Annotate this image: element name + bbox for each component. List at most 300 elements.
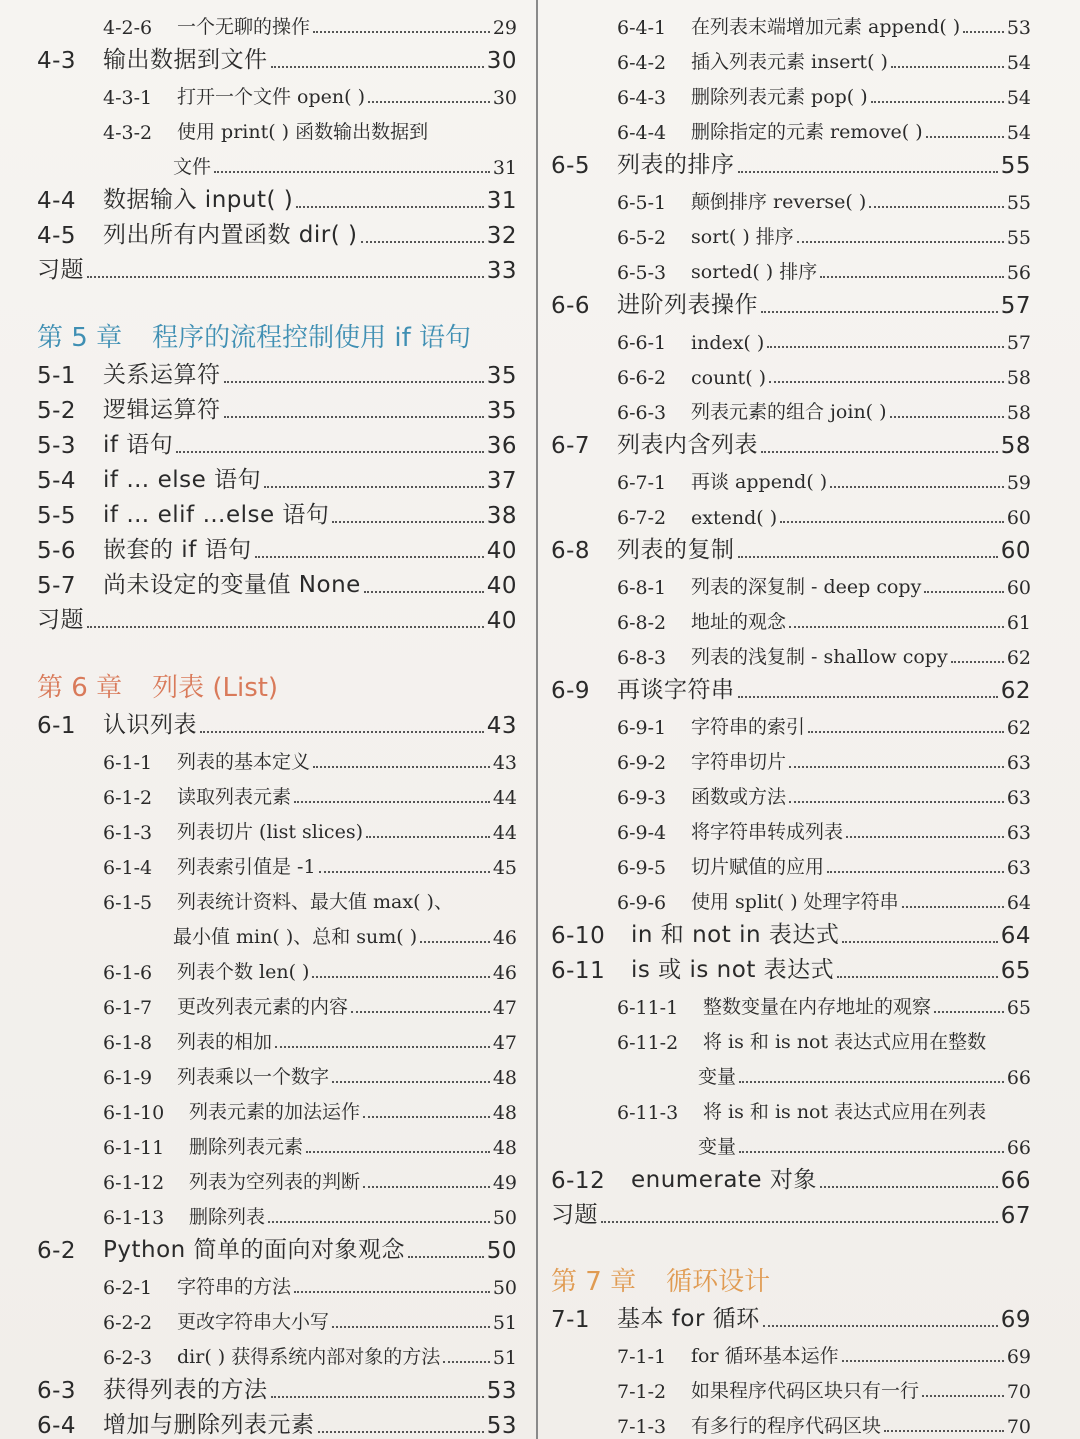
toc-entry-title: 文件 bbox=[173, 156, 212, 178]
toc-entry-page-number: 69 bbox=[1006, 1346, 1031, 1368]
toc-entry-number: 5-5 bbox=[37, 503, 77, 529]
toc-entry-page-number: 38 bbox=[486, 503, 517, 529]
toc-entry-title: 删除列表元素 bbox=[189, 1136, 304, 1158]
toc-entry-title: 增加与删除列表元素 bbox=[103, 1412, 315, 1438]
toc-entry[interactable] bbox=[37, 39, 517, 74]
toc-entry[interactable] bbox=[37, 1124, 517, 1159]
toc-entry[interactable] bbox=[37, 389, 517, 424]
toc-entry-number: 5-6 bbox=[37, 538, 77, 564]
chapter-title: 列表 (List) bbox=[152, 673, 279, 703]
toc-entry[interactable] bbox=[37, 564, 517, 599]
toc-entry-number: 5-3 bbox=[37, 433, 77, 459]
toc-entry[interactable] bbox=[37, 424, 517, 459]
toc-entry[interactable] bbox=[551, 179, 1031, 214]
dot-leader bbox=[224, 415, 484, 418]
toc-entry[interactable] bbox=[551, 319, 1031, 354]
toc-entry-title: 将字符串转成列表 bbox=[691, 821, 844, 843]
dot-leader bbox=[366, 835, 490, 838]
dot-leader bbox=[271, 65, 484, 68]
dot-leader bbox=[200, 730, 484, 733]
toc-entry-number: 6-6-2 bbox=[617, 367, 667, 389]
column-divider bbox=[536, 0, 538, 1439]
dot-leader bbox=[294, 1290, 490, 1293]
toc-entry[interactable] bbox=[551, 109, 1031, 144]
toc-entry-page-number: 58 bbox=[1006, 367, 1031, 389]
toc-entry-number: 4-3-1 bbox=[103, 87, 153, 109]
toc-entry-title: 最小值 min( )、总和 sum( ) bbox=[173, 926, 418, 948]
toc-entry-page-number: 63 bbox=[1006, 857, 1031, 879]
toc-entry-number: 6-4-1 bbox=[617, 17, 667, 39]
toc-entry-title: 更改列表元素的内容 bbox=[177, 996, 349, 1018]
toc-entry-page-number: 62 bbox=[1006, 647, 1031, 669]
toc-entry-title: 变量 bbox=[698, 1136, 737, 1158]
toc-entry[interactable] bbox=[37, 144, 517, 179]
toc-entry[interactable] bbox=[551, 424, 1031, 459]
dot-leader bbox=[761, 310, 998, 313]
toc-entry-page-number: 40 bbox=[486, 573, 517, 599]
toc-entry-title: 有多行的程序代码区块 bbox=[691, 1415, 882, 1437]
toc-entry-page-number: 70 bbox=[1006, 1381, 1031, 1403]
toc-entry[interactable] bbox=[37, 949, 517, 984]
toc-entry-page-number: 53 bbox=[1006, 17, 1031, 39]
toc-entry-title: 在列表末端增加元素 append( ) bbox=[691, 16, 961, 38]
toc-entry-number: 6-8-1 bbox=[617, 577, 667, 599]
toc-entry-number: 6-1-3 bbox=[103, 822, 153, 844]
toc-entry[interactable] bbox=[37, 4, 517, 39]
toc-entry[interactable] bbox=[551, 1124, 1031, 1159]
toc-entry-page-number: 50 bbox=[492, 1207, 517, 1229]
toc-entry-page-number: 47 bbox=[492, 997, 517, 1019]
toc-entry-page-number: 44 bbox=[492, 822, 517, 844]
toc-entry-number: 6-11 bbox=[551, 958, 606, 984]
toc-entry[interactable] bbox=[551, 844, 1031, 879]
toc-entry-page-number: 50 bbox=[492, 1277, 517, 1299]
toc-entry-page-number: 54 bbox=[1006, 52, 1031, 74]
dot-leader bbox=[87, 275, 484, 278]
toc-entry[interactable] bbox=[551, 1054, 1031, 1089]
toc-entry-title: enumerate 对象 bbox=[631, 1167, 817, 1193]
dot-leader bbox=[789, 625, 1004, 628]
toc-entry-number: 6-4-2 bbox=[617, 52, 667, 74]
dot-leader bbox=[268, 1220, 490, 1223]
dot-leader bbox=[827, 870, 1004, 873]
toc-entry-page-number: 55 bbox=[1000, 153, 1031, 179]
toc-entry[interactable] bbox=[37, 179, 517, 214]
toc-entry-page-number: 60 bbox=[1000, 538, 1031, 564]
toc-entry-title: 列表统计资料、最大值 max( )、 bbox=[177, 891, 453, 913]
toc-entry-title: 列表内含列表 bbox=[617, 432, 758, 458]
toc-entry-title: 列表的复制 bbox=[617, 537, 735, 563]
toc-entry-number: 5-7 bbox=[37, 573, 77, 599]
dot-leader bbox=[255, 555, 484, 558]
toc-entry[interactable] bbox=[37, 879, 517, 914]
dot-leader bbox=[443, 1360, 490, 1363]
toc-entry-page-number: 53 bbox=[486, 1413, 517, 1439]
toc-entry-page-number: 33 bbox=[486, 258, 517, 284]
toc-entry[interactable] bbox=[551, 354, 1031, 389]
dot-leader bbox=[951, 660, 1004, 663]
toc-entry-page-number: 57 bbox=[1000, 293, 1031, 319]
toc-entry[interactable] bbox=[37, 74, 517, 109]
dot-leader bbox=[837, 975, 998, 978]
toc-entry-page-number: 29 bbox=[492, 17, 517, 39]
toc-entry-number: 6-1-5 bbox=[103, 892, 153, 914]
toc-entry-page-number: 66 bbox=[1006, 1137, 1031, 1159]
toc-entry-number: 6-5-1 bbox=[617, 192, 667, 214]
toc-entry-page-number: 31 bbox=[486, 188, 517, 214]
dot-leader bbox=[763, 1324, 998, 1327]
dot-leader bbox=[780, 520, 1004, 523]
toc-entry-number: 6-7-1 bbox=[617, 472, 667, 494]
toc-entry[interactable] bbox=[37, 1194, 517, 1229]
toc-entry-title: 习题 bbox=[37, 607, 84, 633]
toc-entry-title: 读取列表元素 bbox=[177, 786, 292, 808]
toc-entry-page-number: 64 bbox=[1006, 892, 1031, 914]
toc-entry-number: 6-7-2 bbox=[617, 507, 667, 529]
toc-entry[interactable] bbox=[37, 1159, 517, 1194]
dot-leader bbox=[871, 100, 1004, 103]
toc-entry-title: if 语句 bbox=[103, 432, 174, 458]
chapter-title: 程序的流程控制使用 if 语句 bbox=[152, 323, 471, 353]
toc-entry[interactable] bbox=[551, 74, 1031, 109]
dot-leader bbox=[738, 695, 998, 698]
toc-entry-number: 6-5-3 bbox=[617, 262, 667, 284]
toc-entry[interactable] bbox=[551, 1368, 1031, 1403]
toc-entry-page-number: 66 bbox=[1006, 1067, 1031, 1089]
toc-entry-title: 删除指定的元素 remove( ) bbox=[691, 121, 923, 143]
toc-entry[interactable] bbox=[37, 774, 517, 809]
toc-entry-title: 变量 bbox=[698, 1066, 737, 1088]
dot-leader bbox=[296, 205, 483, 208]
toc-entry-title: 习题 bbox=[37, 257, 84, 283]
dot-leader bbox=[926, 135, 1004, 138]
toc-entry-page-number: 56 bbox=[1006, 262, 1031, 284]
toc-entry-title: 再谈 append( ) bbox=[691, 471, 828, 493]
toc-entry[interactable] bbox=[37, 739, 517, 774]
dot-leader bbox=[869, 205, 1004, 208]
toc-entry-number: 6-1-1 bbox=[103, 752, 153, 774]
dot-leader bbox=[738, 170, 998, 173]
toc-entry-number: 6-9 bbox=[551, 678, 591, 704]
dot-leader bbox=[351, 1010, 490, 1013]
toc-entry[interactable] bbox=[37, 1229, 517, 1264]
dot-leader bbox=[884, 1429, 1004, 1432]
dot-leader bbox=[408, 1255, 484, 1258]
toc-entry-number: 6-1-9 bbox=[103, 1067, 153, 1089]
toc-entry[interactable] bbox=[551, 1298, 1031, 1333]
toc-entry-page-number: 54 bbox=[1006, 87, 1031, 109]
toc-entry-page-number: 31 bbox=[492, 157, 517, 179]
toc-entry-number: 6-5 bbox=[551, 153, 591, 179]
dot-leader bbox=[739, 1150, 1004, 1153]
toc-entry[interactable] bbox=[551, 914, 1031, 949]
toc-entry[interactable] bbox=[551, 529, 1031, 564]
toc-entry-number: 7-1-1 bbox=[617, 1346, 667, 1368]
toc-entry[interactable] bbox=[551, 739, 1031, 774]
toc-entry-page-number: 35 bbox=[486, 398, 517, 424]
toc-entry-title: sorted( ) 排序 bbox=[691, 261, 818, 283]
toc-entry-title: 如果程序代码区块只有一行 bbox=[691, 1380, 920, 1402]
dot-leader bbox=[420, 940, 490, 943]
dot-leader bbox=[176, 450, 483, 453]
toc-entry-page-number: 47 bbox=[492, 1032, 517, 1054]
dot-leader bbox=[842, 1359, 1004, 1362]
toc-entry[interactable] bbox=[551, 599, 1031, 634]
toc-entry[interactable] bbox=[551, 809, 1031, 844]
dot-leader bbox=[332, 520, 483, 523]
chapter-heading[interactable] bbox=[551, 1258, 1031, 1298]
toc-entry[interactable] bbox=[551, 389, 1031, 424]
toc-entry[interactable] bbox=[551, 949, 1031, 984]
toc-entry[interactable] bbox=[37, 109, 517, 144]
toc-entry-page-number: 63 bbox=[1006, 787, 1031, 809]
toc-entry-title: 插入列表元素 insert( ) bbox=[691, 51, 888, 73]
toc-entry-number: 6-1 bbox=[37, 713, 77, 739]
toc-entry-page-number: 36 bbox=[486, 433, 517, 459]
toc-entry[interactable] bbox=[37, 844, 517, 879]
dot-leader bbox=[294, 800, 490, 803]
toc-entry-title: 列表乘以一个数字 bbox=[177, 1066, 330, 1088]
toc-entry-number: 6-4-3 bbox=[617, 87, 667, 109]
chapter-number: 第 5 章 bbox=[37, 323, 123, 353]
dot-leader bbox=[332, 1080, 490, 1083]
toc-entry-number: 6-9-2 bbox=[617, 752, 667, 774]
toc-entry[interactable] bbox=[37, 1089, 517, 1124]
toc-entry[interactable] bbox=[551, 144, 1031, 179]
toc-entry-title: 列表的相加 bbox=[177, 1031, 273, 1053]
toc-entry-page-number: 48 bbox=[492, 1137, 517, 1159]
toc-entry-title: 再谈字符串 bbox=[617, 677, 735, 703]
toc-entry-title: 关系运算符 bbox=[103, 362, 221, 388]
chapter-number: 第 6 章 bbox=[37, 673, 123, 703]
toc-entry-title: 函数或方法 bbox=[691, 786, 787, 808]
dot-leader bbox=[820, 275, 1004, 278]
toc-entry[interactable] bbox=[37, 1369, 517, 1404]
toc-entry-number: 5-1 bbox=[37, 363, 77, 389]
toc-entry-page-number: 53 bbox=[486, 1378, 517, 1404]
toc-entry-title: if … else 语句 bbox=[103, 467, 262, 493]
dot-leader bbox=[891, 65, 1004, 68]
toc-entry-title: 尚未设定的变量值 None bbox=[103, 572, 361, 598]
toc-entry-page-number: 45 bbox=[492, 857, 517, 879]
toc-entry-title: 进阶列表操作 bbox=[617, 292, 758, 318]
toc-entry[interactable] bbox=[551, 1089, 1031, 1124]
toc-entry[interactable] bbox=[551, 459, 1031, 494]
toc-entry-title: 将 is 和 is not 表达式应用在列表 bbox=[703, 1101, 987, 1123]
toc-entry-number: 6-2-2 bbox=[103, 1312, 153, 1334]
toc-entry-number: 6-1-12 bbox=[103, 1172, 165, 1194]
toc-entry-title: 列表元素的加法运作 bbox=[189, 1101, 361, 1123]
toc-entry[interactable] bbox=[551, 249, 1031, 284]
toc-entry-page-number: 43 bbox=[486, 713, 517, 739]
toc-entry[interactable] bbox=[551, 634, 1031, 669]
toc-entry-number: 7-1-2 bbox=[617, 1381, 667, 1403]
chapter-heading[interactable] bbox=[37, 664, 517, 704]
toc-entry-page-number: 67 bbox=[1000, 1203, 1031, 1229]
toc-entry-number: 6-8 bbox=[551, 538, 591, 564]
toc-entry-page-number: 30 bbox=[486, 48, 517, 74]
toc-entry[interactable] bbox=[37, 809, 517, 844]
toc-entry-number: 5-4 bbox=[37, 468, 77, 494]
toc-entry-title: 列表的排序 bbox=[617, 152, 735, 178]
toc-entry[interactable] bbox=[551, 669, 1031, 704]
toc-entry[interactable] bbox=[37, 1264, 517, 1299]
toc-entry-page-number: 50 bbox=[486, 1238, 517, 1264]
toc-entry[interactable] bbox=[37, 459, 517, 494]
toc-entry-number: 6-1-7 bbox=[103, 997, 153, 1019]
dot-leader bbox=[789, 800, 1004, 803]
toc-exercises-entry[interactable] bbox=[37, 599, 517, 634]
toc-entry-title: 打开一个文件 open( ) bbox=[177, 86, 365, 108]
toc-entry-number: 6-12 bbox=[551, 1168, 606, 1194]
toc-entry-title: 字符串的索引 bbox=[691, 716, 806, 738]
toc-entry-page-number: 63 bbox=[1006, 822, 1031, 844]
toc-entry-title: is 或 is not 表达式 bbox=[631, 957, 835, 983]
dot-leader bbox=[922, 1394, 1004, 1397]
toc-entry-page-number: 48 bbox=[492, 1102, 517, 1124]
toc-entry-number: 6-10 bbox=[551, 923, 606, 949]
toc-entry[interactable] bbox=[551, 284, 1031, 319]
toc-entry-page-number: 43 bbox=[492, 752, 517, 774]
dot-leader bbox=[808, 730, 1004, 733]
toc-entry-number: 4-2-6 bbox=[103, 17, 153, 39]
toc-entry-title: 颠倒排序 reverse( ) bbox=[691, 191, 867, 213]
dot-leader bbox=[313, 765, 490, 768]
toc-entry[interactable] bbox=[37, 704, 517, 739]
toc-entry[interactable] bbox=[37, 914, 517, 949]
toc-entry-title: in 和 not in 表达式 bbox=[631, 922, 840, 948]
dot-leader bbox=[963, 30, 1004, 33]
toc-entry-number: 6-3 bbox=[37, 1378, 77, 1404]
toc-entry[interactable] bbox=[37, 1054, 517, 1089]
toc-entry-page-number: 54 bbox=[1006, 122, 1031, 144]
toc-entry[interactable] bbox=[551, 774, 1031, 809]
toc-entry-page-number: 60 bbox=[1006, 507, 1031, 529]
toc-entry-number: 6-2-1 bbox=[103, 1277, 153, 1299]
toc-entry-page-number: 58 bbox=[1000, 433, 1031, 459]
toc-entry-title: 整数变量在内存地址的观察 bbox=[703, 996, 932, 1018]
toc-entry-number: 6-9-6 bbox=[617, 892, 667, 914]
chapter-heading[interactable] bbox=[37, 314, 517, 354]
toc-entry-number: 6-4 bbox=[37, 1413, 77, 1439]
toc-entry-title: 列表个数 len( ) bbox=[177, 961, 310, 983]
toc-entry-number: 6-11-3 bbox=[617, 1102, 679, 1124]
toc-entry-page-number: 66 bbox=[1000, 1168, 1031, 1194]
dot-leader bbox=[312, 975, 489, 978]
toc-entry[interactable] bbox=[37, 354, 517, 389]
toc-entry-page-number: 49 bbox=[492, 1172, 517, 1194]
toc-entry[interactable] bbox=[551, 1403, 1031, 1438]
dot-leader bbox=[902, 905, 1004, 908]
toc-entry[interactable] bbox=[551, 564, 1031, 599]
toc-exercises-entry[interactable] bbox=[37, 249, 517, 284]
toc-entry[interactable] bbox=[551, 879, 1031, 914]
toc-entry-title: 删除列表元素 pop( ) bbox=[691, 86, 868, 108]
dot-leader bbox=[739, 1080, 1004, 1083]
toc-entry[interactable] bbox=[37, 984, 517, 1019]
dot-leader bbox=[271, 1395, 484, 1398]
toc-entry-title: if … elif …else 语句 bbox=[103, 502, 330, 528]
toc-entry-number: 7-1-3 bbox=[617, 1416, 667, 1438]
dot-leader bbox=[87, 625, 484, 628]
toc-entry-page-number: 40 bbox=[486, 538, 517, 564]
dot-leader bbox=[924, 590, 1003, 593]
toc-exercises-entry[interactable] bbox=[551, 1194, 1031, 1229]
toc-entry[interactable] bbox=[37, 494, 517, 529]
toc-entry[interactable] bbox=[551, 1159, 1031, 1194]
toc-entry-title: for 循环基本运作 bbox=[691, 1345, 839, 1367]
toc-entry-number: 7-1 bbox=[551, 1307, 591, 1333]
dot-leader bbox=[361, 240, 484, 243]
toc-entry[interactable] bbox=[551, 1333, 1031, 1368]
toc-entry[interactable] bbox=[551, 39, 1031, 74]
toc-entry-number: 6-1-4 bbox=[103, 857, 153, 879]
toc-entry-page-number: 51 bbox=[492, 1347, 517, 1369]
toc-entry-title: 逻辑运算符 bbox=[103, 397, 221, 423]
dot-leader bbox=[318, 1430, 484, 1433]
chapter-title: 循环设计 bbox=[666, 1267, 771, 1297]
toc-entry-page-number: 40 bbox=[486, 608, 517, 634]
toc-entry-number: 6-8-3 bbox=[617, 647, 667, 669]
dot-leader bbox=[830, 485, 1004, 488]
toc-entry-title: 列表的基本定义 bbox=[177, 751, 311, 773]
toc-entry-number: 6-5-2 bbox=[617, 227, 667, 249]
dot-leader bbox=[601, 1220, 998, 1223]
dot-leader bbox=[275, 1045, 490, 1048]
toc-entry-number: 6-9-1 bbox=[617, 717, 667, 739]
toc-entry-title: 字符串切片 bbox=[691, 751, 787, 773]
toc-entry-page-number: 30 bbox=[492, 87, 517, 109]
toc-entry[interactable] bbox=[551, 494, 1031, 529]
toc-entry[interactable] bbox=[37, 1334, 517, 1369]
toc-entry[interactable] bbox=[37, 1019, 517, 1054]
toc-entry[interactable] bbox=[37, 1404, 517, 1439]
dot-leader bbox=[934, 1010, 1004, 1013]
toc-entry[interactable] bbox=[37, 214, 517, 249]
toc-entry-title: 切片赋值的应用 bbox=[691, 856, 825, 878]
toc-entry[interactable] bbox=[551, 4, 1031, 39]
toc-entry[interactable] bbox=[551, 214, 1031, 249]
toc-entry[interactable] bbox=[551, 984, 1031, 1019]
toc-entry-title: 嵌套的 if 语句 bbox=[103, 537, 252, 563]
toc-entry-title: sort( ) 排序 bbox=[691, 226, 794, 248]
dot-leader bbox=[797, 240, 1004, 243]
dot-leader bbox=[313, 30, 490, 33]
chapter-number: 第 7 章 bbox=[551, 1267, 637, 1297]
toc-entry-page-number: 58 bbox=[1006, 402, 1031, 424]
toc-entry-title: 列表元素的组合 join( ) bbox=[691, 401, 887, 423]
dot-leader bbox=[224, 380, 484, 383]
toc-entry[interactable] bbox=[37, 1299, 517, 1334]
toc-entry-number: 6-9-5 bbox=[617, 857, 667, 879]
toc-entry-number: 6-1-8 bbox=[103, 1032, 153, 1054]
toc-entry[interactable] bbox=[551, 704, 1031, 739]
toc-entry-title: 使用 split( ) 处理字符串 bbox=[691, 891, 899, 913]
toc-entry-title: 列表的浅复制 - shallow copy bbox=[691, 646, 948, 668]
toc-entry[interactable] bbox=[37, 529, 517, 564]
toc-entry-number: 6-9-3 bbox=[617, 787, 667, 809]
toc-entry-number: 6-8-2 bbox=[617, 612, 667, 634]
toc-entry-number: 6-11-2 bbox=[617, 1032, 679, 1054]
toc-entry-title: count( ) bbox=[691, 367, 767, 389]
toc-entry-page-number: 48 bbox=[492, 1067, 517, 1089]
toc-entry-number: 6-1-11 bbox=[103, 1137, 165, 1159]
toc-entry-title: 数据输入 input( ) bbox=[103, 187, 294, 213]
toc-entry[interactable] bbox=[551, 1019, 1031, 1054]
toc-entry-title: 输出数据到文件 bbox=[103, 47, 268, 73]
toc-entry-page-number: 37 bbox=[486, 468, 517, 494]
toc-entry-page-number: 63 bbox=[1006, 752, 1031, 774]
